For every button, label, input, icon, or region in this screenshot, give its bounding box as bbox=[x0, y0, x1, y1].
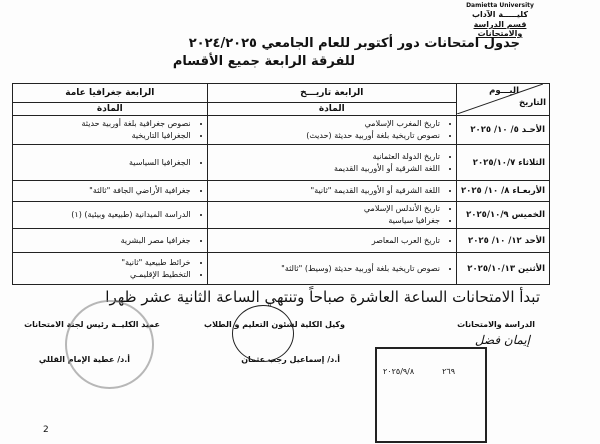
day-cell: الأربعـاء ٨/ ١٠/ ٢٠٢٥ bbox=[456, 181, 549, 202]
day-cell: الأحد ١٢/ ١٠/ ٢٠٢٥ bbox=[456, 229, 549, 253]
table-row bbox=[13, 229, 550, 253]
dean-title: عميد الكليــة رئيس لجنة الامتحانات bbox=[24, 320, 160, 329]
incoming-stamp bbox=[375, 347, 487, 443]
exam-schedule-table bbox=[12, 83, 550, 285]
subject: • اللغة الشرقية أو الأوربية القديمة bbox=[212, 163, 440, 175]
page-title: جدول امتحانات دور أكتوبر للعام الجامعي ٢٠٢٤/٢٠٢٥ bbox=[188, 36, 520, 51]
history-cell bbox=[207, 116, 456, 145]
corner-cell bbox=[456, 84, 549, 116]
history-cell bbox=[207, 253, 456, 285]
table-row bbox=[13, 181, 550, 202]
page-subtitle: للفرقة الرابعة جميع الأقسام bbox=[172, 54, 355, 69]
subject: • نصوص تاريخية بلغة أوربية حديثة (حديث) bbox=[212, 130, 440, 142]
subject: • خرائط طبيعية "ثانية" bbox=[17, 257, 191, 269]
table-row bbox=[13, 116, 550, 145]
signature-circle bbox=[232, 305, 294, 362]
subject: • جغرافيا سياسية bbox=[212, 215, 440, 227]
subject-label: المادة bbox=[207, 103, 456, 116]
subject: • تاريخ المغرب الإسلامي bbox=[212, 118, 440, 130]
subject: • تاريخ الدولة العثمانية bbox=[212, 151, 440, 163]
table-row bbox=[13, 202, 550, 229]
university-name: Damietta University bbox=[466, 2, 534, 9]
subject: • جغرافيا مصر البشرية bbox=[17, 235, 191, 247]
geography-cell bbox=[13, 229, 208, 253]
subject: • التخطيط الإقليمـي bbox=[17, 269, 191, 281]
stamp-number: ٢٦٩ bbox=[442, 367, 455, 376]
exams-dept-title: الدراسة والامتحانات bbox=[457, 320, 535, 329]
history-cell bbox=[207, 181, 456, 202]
table-row bbox=[13, 145, 550, 181]
faculty-name: كليـــــة الآداب bbox=[471, 10, 529, 19]
page-number: 2 bbox=[43, 425, 49, 435]
subject: • نصوص جغرافية بلغة أوربية حديثة bbox=[17, 118, 191, 130]
geography-cell bbox=[13, 116, 208, 145]
dean-name: أ.د/ عطية الإمام القللي bbox=[38, 355, 130, 364]
day-cell: الخميس ٢٠٢٥/١٠/٩ bbox=[456, 202, 549, 229]
subject: • تاريخ الأندلس الإسلامي bbox=[212, 203, 440, 215]
subject: • الجغرافيا التاريخية bbox=[17, 130, 191, 142]
exams-dept-signature: إيمان فضل bbox=[474, 333, 530, 347]
exam-time-note: تبدأ الامتحانات الساعة العاشرة صباحاً وتنتهي الساعة الثانية عشر ظهرا bbox=[105, 288, 540, 306]
geography-cell bbox=[13, 202, 208, 229]
history-cell bbox=[207, 229, 456, 253]
day-cell: الأثنين ٢٠٢٥/١٠/١٣ bbox=[456, 253, 549, 285]
subject-label: المادة bbox=[13, 103, 208, 116]
department-name: قسم الدراسة والامتحانات bbox=[473, 20, 527, 38]
history-cell bbox=[207, 202, 456, 229]
vice-dean-name: أ.د/ إسماعيل رجب عثمان bbox=[241, 355, 340, 364]
day-cell: الثلاثاء ٢٠٢٥/١٠/٧ bbox=[456, 145, 549, 181]
column-header-history: الرابعة تاريـــخ bbox=[207, 84, 456, 103]
official-seal bbox=[65, 300, 154, 389]
table-row bbox=[13, 253, 550, 285]
geography-cell bbox=[13, 181, 208, 202]
subject: • الدراسة الميدانية (طبيعية وبيئية) (١) bbox=[17, 209, 191, 221]
corner-day-label: اليـــوم bbox=[489, 86, 519, 96]
subject: • اللغة الشرقية أو الأوربية القديمة "ثانية" bbox=[212, 185, 440, 197]
geography-cell bbox=[13, 145, 208, 181]
subject: • جغرافية الأراضي الجافة "ثالثة" bbox=[17, 185, 191, 197]
day-cell: الأحـد ٥/ ١٠/ ٢٠٢٥ bbox=[456, 116, 549, 145]
history-cell bbox=[207, 145, 456, 181]
subject: • الجغرافيا السياسية bbox=[17, 157, 191, 169]
geography-cell bbox=[13, 253, 208, 285]
column-header-geography: الرابعة جغرافيا عامة bbox=[13, 84, 208, 103]
subject: • نصوص تاريخية بلغة أوربية حديثة (وسيط) "ثالثة" bbox=[212, 263, 440, 275]
stamp-date: ٢٠٢٥/٩/٨ bbox=[383, 367, 415, 376]
vice-dean-title: وكيل الكلية لشئون التعليم و الطلاب bbox=[204, 320, 345, 329]
subject: • تاريخ العرب المعاصر bbox=[212, 235, 440, 247]
corner-date-label: التاريخ bbox=[519, 98, 546, 108]
